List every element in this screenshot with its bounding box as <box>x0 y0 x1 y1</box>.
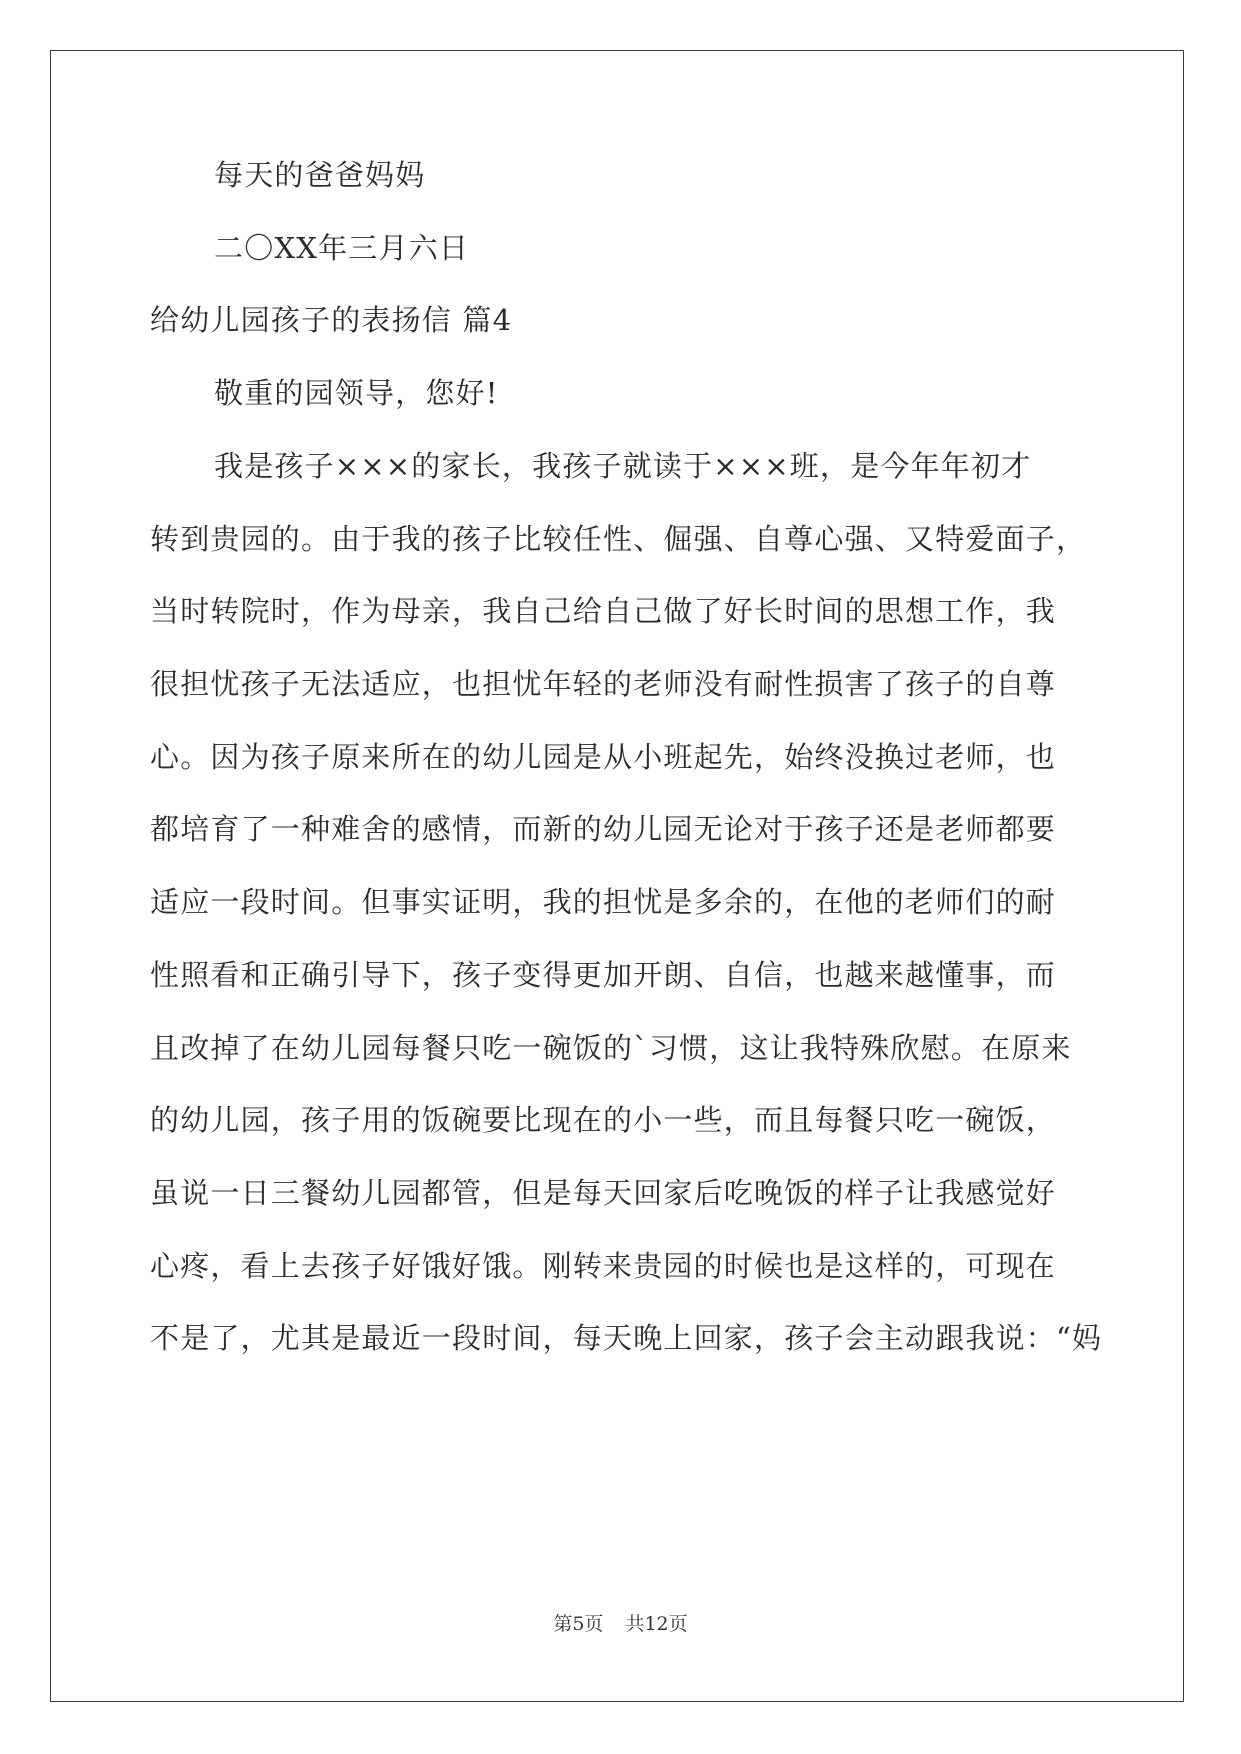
closing-signature: 每天的爸爸妈妈 <box>214 158 426 192</box>
body-line: 都培育了一种难舍的感情，而新的幼儿园无论对于孩子还是老师都要 <box>150 812 1057 846</box>
salutation: 敬重的园领导，您好! <box>214 376 499 410</box>
closing-date: 二〇XX年三月六日 <box>214 231 470 265</box>
body-line: 适应一段时间。但事实证明，我的担忧是多余的，在他的老师们的耐 <box>150 885 1057 919</box>
body-line: 心疼，看上去孩子好饿好饿。刚转来贵园的时候也是这样的，可现在 <box>150 1249 1057 1283</box>
body-line: 我是孩子×××的家长，我孩子就读于×××班，是今年年初才 <box>214 449 1032 483</box>
body-line: 当时转院时，作为母亲，我自己给自己做了好长时间的思想工作，我 <box>150 594 1057 628</box>
page-border <box>50 50 1184 1702</box>
page-number: 第5页 <box>553 1613 604 1635</box>
section-heading: 给幼儿园孩子的表扬信 篇4 <box>150 303 513 337</box>
body-line: 转到贵园的。由于我的孩子比较任性、倔强、自尊心强、又特爱面子， <box>150 522 1087 556</box>
body-line: 且改掉了在幼儿园每餐只吃一碗饭的`习惯，这让我特殊欣慰。在原来 <box>150 1031 1072 1065</box>
body-line: 很担忧孩子无法适应，也担忧年轻的老师没有耐性损害了孩子的自尊 <box>150 667 1057 701</box>
page-total: 共12页 <box>625 1613 688 1635</box>
page-footer <box>0 1611 1241 1637</box>
body-line: 虽说一日三餐幼儿园都管，但是每天回家后吃晚饭的样子让我感觉好 <box>150 1176 1057 1210</box>
body-line: 的幼儿园，孩子用的饭碗要比现在的小一些，而且每餐只吃一碗饭， <box>150 1103 1057 1137</box>
body-line: 不是了，尤其是最近一段时间，每天晚上回家，孩子会主动跟我说：“妈 <box>150 1321 1103 1355</box>
body-line: 性照看和正确引导下，孩子变得更加开朗、自信，也越来越懂事，而 <box>150 958 1057 992</box>
body-line: 心。因为孩子原来所在的幼儿园是从小班起先，始终没换过老师，也 <box>150 740 1057 774</box>
